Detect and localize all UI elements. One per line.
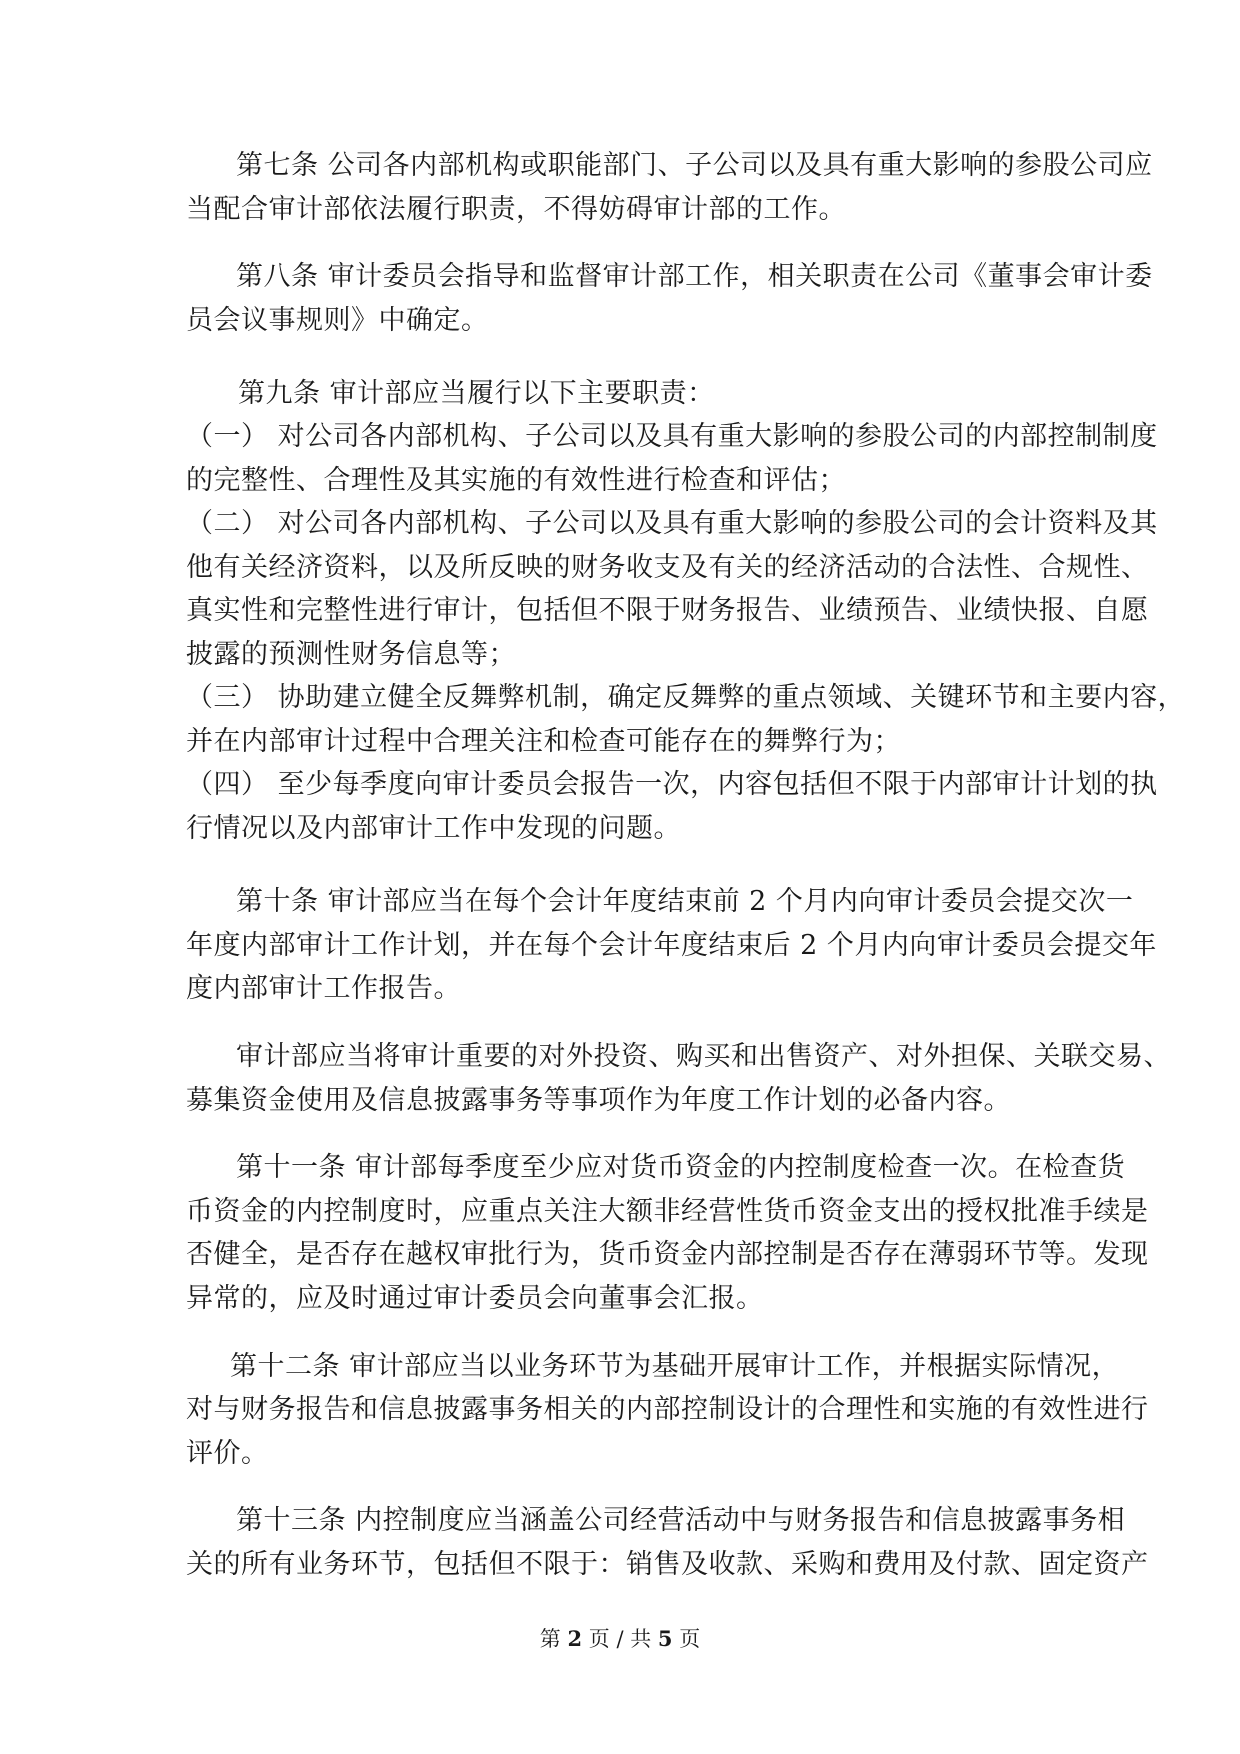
footer-suffix: 页 <box>679 1627 701 1651</box>
article-10-line-1: 第十条 审计部应当在每个会计年度结束前 2 个月内向审计委员会提交次一 <box>236 886 1134 917</box>
article-10-para-2-line-1: 审计部应当将审计重要的对外投资、购买和出售资产、对外担保、关联交易、 <box>236 1041 1171 1072</box>
footer-total-pages: 5 <box>657 1626 673 1651</box>
article-9-item-1-line-2: 的完整性、合理性及其实施的有效性进行检查和评估； <box>186 465 846 496</box>
article-13-line-2: 关的所有业务环节，包括但不限于：销售及收款、采购和费用及付款、固定资产 <box>186 1549 1149 1580</box>
article-9-item-4-line-2: 行情况以及内部审计工作中发现的问题。 <box>186 813 681 844</box>
article-12-line-3: 评价。 <box>186 1438 269 1469</box>
article-11-line-2: 币资金的内控制度时，应重点关注大额非经营性货币资金支出的授权批准手续是 <box>186 1196 1149 1227</box>
page-footer <box>0 1625 1240 1653</box>
article-10-line-2: 年度内部审计工作计划，并在每个会计年度结束后 2 个月内向审计委员会提交年 <box>186 930 1157 961</box>
article-13-line-1: 第十三条 内控制度应当涵盖公司经营活动中与财务报告和信息披露事务相 <box>236 1505 1126 1536</box>
article-7-line-2: 当配合审计部依法履行职责，不得妨碍审计部的工作。 <box>186 194 846 225</box>
article-8-line-2: 员会议事规则》中确定。 <box>186 305 489 336</box>
article-11-line-1: 第十一条 审计部每季度至少应对货币资金的内控制度检查一次。在检查货 <box>236 1152 1126 1183</box>
article-7-line-1: 第七条 公司各内部机构或职能部门、子公司以及具有重大影响的参股公司应 <box>236 150 1153 181</box>
article-9-item-2-line-4: 披露的预测性财务信息等； <box>186 639 516 670</box>
article-9-item-2-line-3: 真实性和完整性进行审计，包括但不限于财务报告、业绩预告、业绩快报、自愿 <box>186 595 1149 626</box>
article-8-line-1: 第八条 审计委员会指导和监督审计部工作，相关职责在公司《董事会审计委 <box>236 261 1153 292</box>
article-12-line-1: 第十二条 审计部应当以业务环节为基础开展审计工作，并根据实际情况， <box>230 1351 1120 1382</box>
footer-current-page: 2 <box>567 1626 583 1651</box>
article-9-item-3-line-2: 并在内部审计过程中合理关注和检查可能存在的舞弊行为； <box>186 726 901 757</box>
article-9-item-2-line-2: 他有关经济资料，以及所反映的财务收支及有关的经济活动的合法性、合规性、 <box>186 552 1149 583</box>
footer-middle: 页 / 共 <box>588 1627 652 1651</box>
article-9-item-4-line-1: （四） 至少每季度向审计委员会报告一次，内容包括但不限于内部审计计划的执 <box>186 769 1158 800</box>
article-11-line-3: 否健全，是否存在越权审批行为，货币资金内部控制是否存在薄弱环节等。发现 <box>186 1239 1149 1270</box>
article-12-line-2: 对与财务报告和信息披露事务相关的内部控制设计的合理性和实施的有效性进行 <box>186 1394 1149 1425</box>
article-10-para-2-line-2: 募集资金使用及信息披露事务等事项作为年度工作计划的必备内容。 <box>186 1085 1011 1116</box>
article-9-item-1-line-1: （一） 对公司各内部机构、子公司以及具有重大影响的参股公司的内部控制制度 <box>186 421 1158 452</box>
article-9-item-3-line-1: （三） 协助建立健全反舞弊机制，确定反舞弊的重点领域、关键环节和主要内容， <box>186 682 1186 713</box>
article-10-line-3: 度内部审计工作报告。 <box>186 973 461 1004</box>
footer-prefix: 第 <box>539 1627 561 1651</box>
article-9-item-2-line-1: （二） 对公司各内部机构、子公司以及具有重大影响的参股公司的会计资料及其 <box>186 508 1158 539</box>
article-9-intro: 第九条 审计部应当履行以下主要职责： <box>238 378 715 409</box>
article-11-line-4: 异常的，应及时通过审计委员会向董事会汇报。 <box>186 1283 764 1314</box>
